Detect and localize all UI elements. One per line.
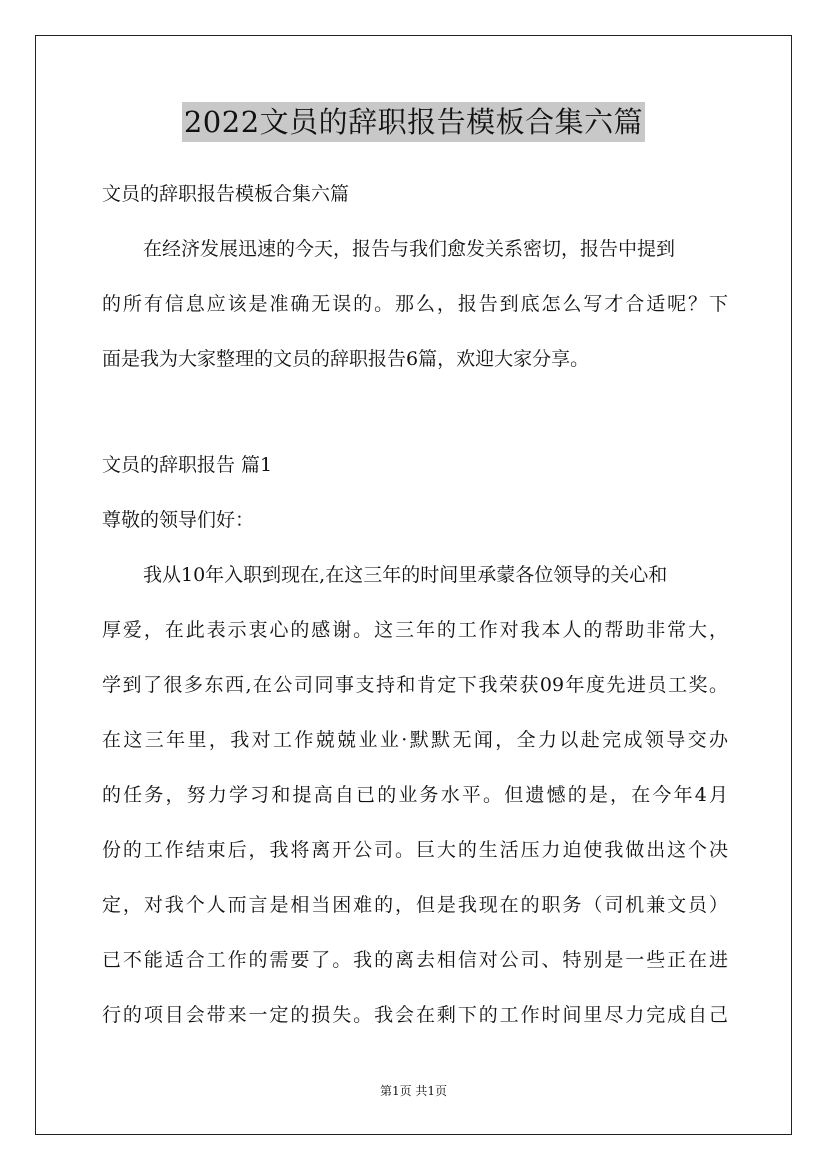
body-line-1: 我从10年入职到现在,在这三年的时间里承蒙各位领导的关心和 <box>143 564 668 586</box>
page-footer: 第1页 共1页 <box>379 1084 448 1098</box>
title-container <box>0 102 827 142</box>
body-line-2: 厚爱，在此表示衷心的感谢。这三年的工作对我本人的帮助非常大， <box>102 619 728 641</box>
document-subtitle: 文员的辞职报告模板合集六篇 <box>102 183 350 205</box>
body-line-7: 定，对我个人而言是相当困难的，但是我现在的职务（司机兼文员） <box>102 894 728 916</box>
body-line-3: 学到了很多东西,在公司同事支持和肯定下我荣获09年度先进员工奖。 <box>102 674 728 696</box>
body-line-9: 行的项目会带来一定的损失。我会在剩下的工作时间里尽力完成自己 <box>102 1004 728 1026</box>
body-line-8: 已不能适合工作的需要了。我的离去相信对公司、特别是一些正在进 <box>102 949 728 971</box>
salutation: 尊敬的领导们好： <box>102 509 255 531</box>
body-line-4: 在这三年里，我对工作兢兢业业·默默无闻，全力以赴完成领导交办 <box>102 729 728 751</box>
document-title: 2022文员的辞职报告模板合集六篇 <box>182 102 645 142</box>
body-line-5: 的任务，努力学习和提高自已的业务水平。但遗憾的是，在今年4月 <box>102 784 728 806</box>
body-line-6: 份的工作结束后，我将离开公司。巨大的生活压力迫使我做出这个决 <box>102 839 728 861</box>
intro-line-2: 的所有信息应该是准确无误的。那么，报告到底怎么写才合适呢？下 <box>102 293 728 315</box>
section-heading: 文员的辞职报告 篇1 <box>102 454 273 476</box>
intro-line-1: 在经济发展迅速的今天，报告与我们愈发关系密切，报告中提到 <box>143 238 676 260</box>
intro-line-3: 面是我为大家整理的文员的辞职报告6篇，欢迎大家分享。 <box>102 348 590 370</box>
